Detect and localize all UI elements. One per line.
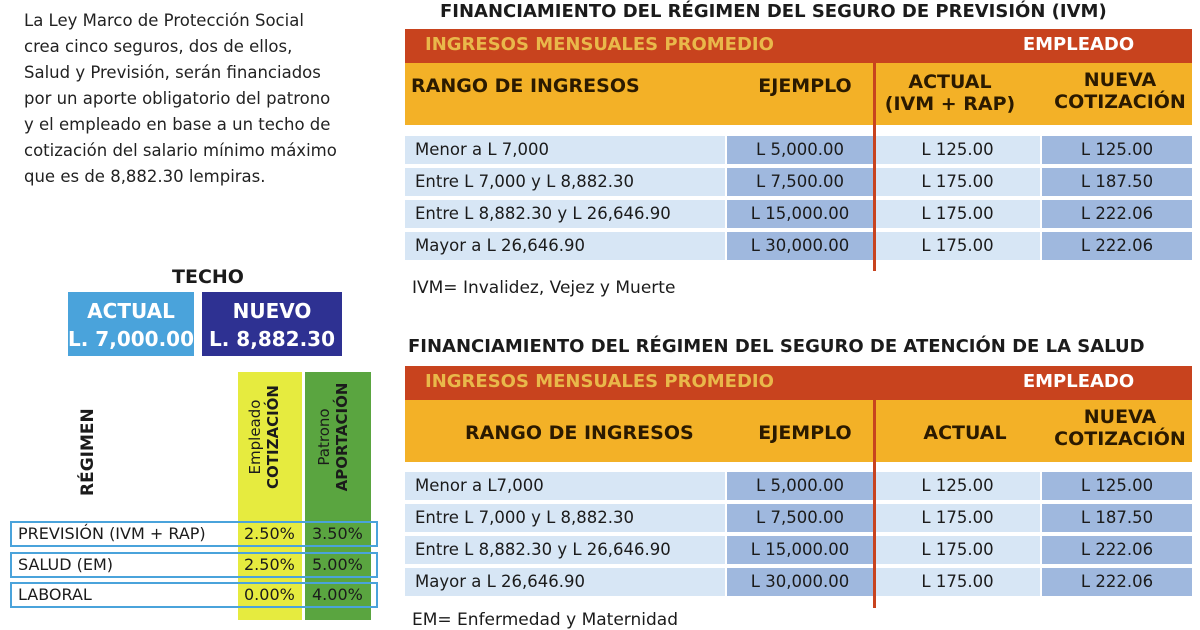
regimen-side-label: RÉGIMEN	[78, 408, 98, 496]
ivm-head-nueva-line1: NUEVA	[1083, 69, 1157, 91]
salud-table-header	[405, 400, 1192, 462]
intro-paragraph	[24, 8, 354, 190]
cell-nueva: L 125.00	[1042, 472, 1192, 500]
cell-actual: L 125.00	[875, 472, 1040, 500]
salud-head-actual: ACTUAL	[923, 422, 1007, 444]
table-row	[405, 504, 1192, 532]
intro-line: Salud y Previsión, serán financiados	[24, 63, 321, 82]
intro-line: cotización del salario mínimo máximo	[24, 141, 337, 160]
patrono-label-line2: APORTACIÓN	[333, 382, 351, 492]
techo-actual-label: ACTUAL	[87, 299, 175, 323]
cell-nueva: L 125.00	[1042, 136, 1192, 164]
regimen-empleado-value: 2.50%	[244, 555, 295, 574]
intro-line: La Ley Marco de Protección Social	[24, 11, 304, 30]
regimen-empleado-value: 2.50%	[244, 524, 295, 543]
table-row	[405, 168, 1192, 196]
cell-ejemplo: L 5,000.00	[727, 136, 873, 164]
ivm-top-right: EMPLEADO	[1022, 34, 1135, 55]
regimen-name: LABORAL	[18, 585, 92, 604]
regimen-name: PREVISIÓN (IVM + RAP)	[18, 524, 206, 543]
regimen-patrono-value: 5.00%	[312, 555, 363, 574]
salud-head-nueva-line2: COTIZACIÓN	[1054, 428, 1186, 450]
cell-nueva: L 222.06	[1042, 536, 1192, 564]
ivm-head-nueva	[1045, 69, 1195, 113]
ivm-note: IVM= Invalidez, Vejez y Muerte	[412, 278, 676, 298]
ivm-table-title: FINANCIAMIENTO DEL RÉGIMEN DEL SEGURO DE PREVISIÓN (IVM)	[440, 1, 1107, 22]
intro-line: por un aporte obligatorio del patrono	[24, 89, 331, 108]
empleado-label-line2: COTIZACIÓN	[264, 385, 282, 489]
cell-actual: L 175.00	[875, 536, 1040, 564]
ivm-head-nueva-line2: COTIZACIÓN	[1054, 91, 1186, 113]
techo-actual-box	[68, 292, 194, 356]
techo-title: TECHO	[172, 266, 244, 288]
regimen-empleado-value: 0.00%	[244, 585, 295, 604]
ivm-table-divider	[873, 63, 876, 271]
ivm-head-actual	[875, 71, 1025, 115]
cell-actual: L 175.00	[875, 568, 1040, 596]
techo-nuevo-value: L. 8,882.30	[209, 327, 335, 351]
salud-head-ejemplo: EJEMPLO	[758, 422, 852, 444]
cell-nueva: L 187.50	[1042, 168, 1192, 196]
regimen-row	[10, 521, 378, 547]
cell-nueva: L 222.06	[1042, 232, 1192, 260]
ivm-head-ejemplo: EJEMPLO	[758, 75, 852, 97]
ivm-top-left: INGRESOS MENSUALES PROMEDIO	[425, 34, 774, 55]
cell-ejemplo: L 15,000.00	[727, 536, 873, 564]
ivm-head-rango: RANGO DE INGRESOS	[411, 75, 640, 97]
patrono-label-line1: Patrono	[315, 408, 333, 466]
cell-actual: L 125.00	[875, 136, 1040, 164]
intro-line: crea cinco seguros, dos de ellos,	[24, 37, 293, 56]
salud-head-rango: RANGO DE INGRESOS	[465, 422, 694, 444]
table-row	[405, 232, 1192, 260]
cell-ejemplo: L 7,500.00	[727, 168, 873, 196]
techo-nuevo-box	[202, 292, 342, 356]
cell-actual: L 175.00	[875, 168, 1040, 196]
salud-head-nueva-line1: NUEVA	[1083, 406, 1157, 428]
cell-rango: Entre L 8,882.30 y L 26,646.90	[405, 536, 725, 564]
cell-rango: Menor a L 7,000	[405, 136, 725, 164]
regimen-patrono-value: 4.00%	[312, 585, 363, 604]
ivm-head-actual-line1: ACTUAL	[908, 71, 992, 93]
ivm-table-top-header	[405, 29, 1192, 63]
empleado-label-line1: Empleado	[246, 399, 264, 475]
cell-ejemplo: L 15,000.00	[727, 200, 873, 228]
table-row	[405, 200, 1192, 228]
ivm-head-actual-line2: (IVM + RAP)	[884, 93, 1016, 115]
intro-line: que es de 8,882.30 lempiras.	[24, 167, 266, 186]
cell-ejemplo: L 7,500.00	[727, 504, 873, 532]
cell-ejemplo: L 30,000.00	[727, 568, 873, 596]
salud-note: EM= Enfermedad y Maternidad	[412, 610, 678, 630]
regimen-row	[10, 552, 378, 578]
salud-table-divider	[873, 400, 876, 608]
cell-rango: Menor a L7,000	[405, 472, 725, 500]
regimen-patrono-value: 3.50%	[312, 524, 363, 543]
salud-table-title: FINANCIAMIENTO DEL RÉGIMEN DEL SEGURO DE ATENCIÓN DE LA SALUD	[408, 336, 1145, 357]
cell-rango: Mayor a L 26,646.90	[405, 568, 725, 596]
cell-rango: Entre L 7,000 y L 8,882.30	[405, 504, 725, 532]
cell-nueva: L 187.50	[1042, 504, 1192, 532]
table-row	[405, 568, 1192, 596]
cell-ejemplo: L 5,000.00	[727, 472, 873, 500]
cell-rango: Mayor a L 26,646.90	[405, 232, 725, 260]
salud-table-top-header	[405, 366, 1192, 400]
regimen-name: SALUD (EM)	[18, 555, 114, 574]
cell-actual: L 175.00	[875, 232, 1040, 260]
table-row	[405, 472, 1192, 500]
techo-actual-value: L. 7,000.00	[68, 327, 194, 351]
techo-nuevo-label: NUEVO	[232, 299, 312, 323]
cell-rango: Entre L 8,882.30 y L 26,646.90	[405, 200, 725, 228]
ivm-table-header	[405, 63, 1192, 125]
table-row	[405, 136, 1192, 164]
table-row	[405, 536, 1192, 564]
empleado-column-label	[246, 367, 282, 507]
intro-line: y el empleado en base a un techo de	[24, 115, 331, 134]
cell-rango: Entre L 7,000 y L 8,882.30	[405, 168, 725, 196]
cell-actual: L 175.00	[875, 200, 1040, 228]
patrono-column-label	[315, 367, 351, 507]
cell-nueva: L 222.06	[1042, 568, 1192, 596]
salud-top-left: INGRESOS MENSUALES PROMEDIO	[425, 371, 774, 392]
cell-actual: L 175.00	[875, 504, 1040, 532]
salud-head-nueva	[1045, 406, 1195, 450]
cell-ejemplo: L 30,000.00	[727, 232, 873, 260]
salud-top-right: EMPLEADO	[1022, 371, 1135, 392]
cell-nueva: L 222.06	[1042, 200, 1192, 228]
regimen-row	[10, 582, 378, 608]
